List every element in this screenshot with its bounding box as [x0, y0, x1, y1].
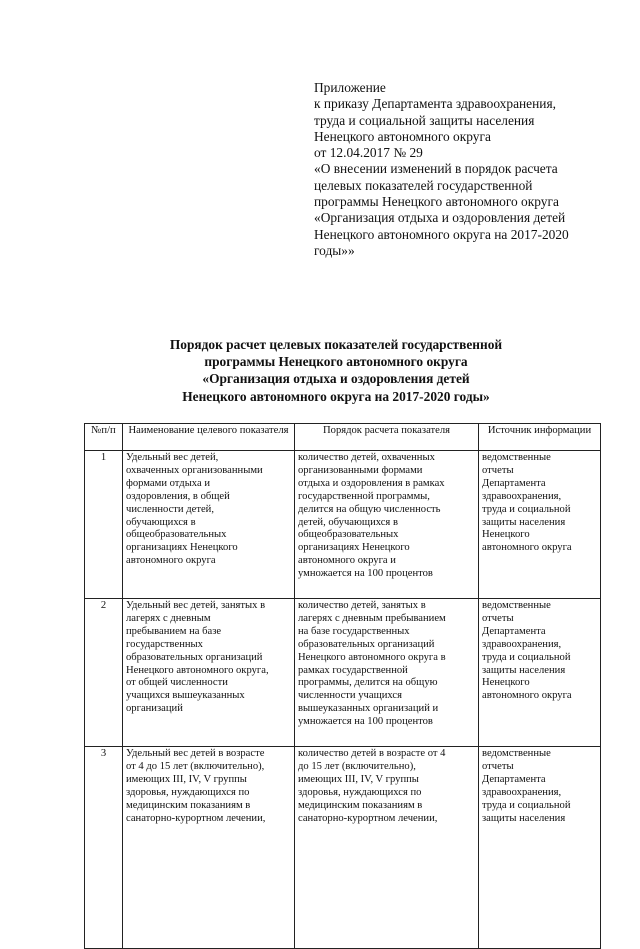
cell-line: программы, делится на общую	[298, 677, 438, 689]
cell-line: формами отдыха и	[126, 477, 210, 489]
title-line: Порядок расчет целевых показателей государственной	[169, 337, 503, 352]
title-line: программы Ненецкого автономного округа	[204, 354, 468, 370]
row-method	[295, 599, 479, 747]
cell-line: общеобразовательных	[126, 529, 227, 541]
cell-line: умножается на 100 процентов	[298, 568, 433, 580]
cell-line: имеющих III, IV, V группы	[298, 773, 419, 785]
cell-line: оздоровления, в общей	[126, 490, 230, 502]
cell-line: организованными формами	[298, 464, 423, 476]
appendix-block	[314, 80, 634, 259]
cell-line: численности учащихся	[298, 690, 402, 702]
cell-line: Ненецкого автономного округа,	[126, 664, 269, 676]
cell-line: умножается на 100 процентов	[298, 716, 433, 728]
cell-line: государственных	[126, 638, 203, 650]
cell-line: санаторно-курортном лечении,	[298, 812, 438, 824]
appendix-line: целевых показателей государственной	[314, 177, 533, 193]
table-header-row	[85, 424, 601, 451]
cell-line: ведомственные	[482, 452, 551, 463]
cell-line: автономного округа и	[298, 555, 396, 567]
cell-line: отдыха и оздоровления в рамках	[298, 477, 445, 489]
cell-line: Удельный вес детей в возрасте	[126, 748, 265, 759]
cell-line: государственной программы,	[298, 490, 430, 502]
cell-line: количество детей, занятых в	[298, 600, 426, 611]
appendix-line: «Организация отдыха и оздоровления детей	[314, 210, 566, 226]
row-method	[295, 747, 479, 949]
row-name	[123, 747, 295, 949]
cell-line: здоровья, нуждающихся по	[126, 786, 250, 798]
cell-line: Ненецкого	[482, 677, 530, 689]
cell-line: Ненецкого	[482, 529, 530, 541]
cell-line: Удельный вес детей,	[126, 452, 219, 463]
cell-line: лагерях с дневным пребыванием	[298, 612, 446, 624]
cell-line: охваченных организованными	[126, 464, 263, 476]
cell-line: Ненецкого автономного округа в	[298, 651, 446, 663]
appendix-line: Ненецкого автономного округа	[314, 128, 491, 144]
row-source	[479, 747, 601, 949]
cell-line: защиты населения	[482, 812, 566, 824]
cell-line: детей, обучающихся в	[298, 516, 398, 528]
cell-line: ведомственные	[482, 748, 551, 759]
cell-line: имеющих III, IV, V группы	[126, 773, 247, 785]
appendix-line: программы Ненецкого автономного округа	[314, 194, 559, 210]
cell-line: от 4 до 15 лет (включительно),	[126, 760, 265, 772]
cell-line: здравоохранения,	[482, 638, 562, 650]
appendix-line: годы»»	[314, 242, 355, 258]
cell-line: организаций	[126, 703, 183, 715]
cell-line: труда и социальной	[482, 651, 571, 663]
appendix-line: Приложение	[314, 80, 386, 95]
cell-line: организациях Ненецкого	[126, 542, 238, 554]
appendix-line: «О внесении изменений в порядок расчета	[314, 161, 558, 177]
cell-line: учащихся вышеуказанных	[126, 690, 245, 702]
title-line: «Организация отдыха и оздоровления детей	[202, 371, 470, 387]
cell-line: общеобразовательных	[298, 529, 399, 541]
cell-line: организациях Ненецкого	[298, 542, 410, 554]
cell-line: Удельный вес детей, занятых в	[126, 600, 266, 611]
cell-line: лагерях с дневным	[126, 612, 211, 624]
cell-line: защиты населения	[482, 516, 566, 528]
cell-line: труда и социальной	[482, 799, 571, 811]
header-num: №п/п	[85, 424, 123, 451]
indicators-table	[84, 423, 601, 949]
cell-line: медицинским показаниям в	[126, 799, 251, 811]
cell-line: от общей численности	[126, 677, 228, 689]
row-num: 3	[85, 747, 123, 949]
row-num: 1	[85, 451, 123, 599]
cell-line: ведомственные	[482, 600, 551, 611]
cell-line: автономного округа	[126, 555, 216, 567]
cell-line: Департамента	[482, 625, 546, 637]
cell-line: Департамента	[482, 773, 546, 785]
header-source: Источник информации	[479, 424, 601, 451]
cell-line: пребыванием на базе	[126, 625, 222, 637]
cell-line: количество детей, охваченных	[298, 452, 435, 463]
row-source	[479, 451, 601, 599]
cell-line: до 15 лет (включительно),	[298, 760, 416, 772]
cell-line: на базе государственных	[298, 625, 410, 637]
cell-line: вышеуказанных организаций и	[298, 703, 439, 715]
table-row	[85, 599, 601, 747]
appendix-line: к приказу Департамента здравоохранения,	[314, 96, 556, 112]
cell-line: рамках государственной	[298, 664, 408, 676]
cell-line: труда и социальной	[482, 503, 571, 515]
cell-line: обучающихся в	[126, 516, 196, 528]
cell-line: Департамента	[482, 477, 546, 489]
cell-line: отчеты	[482, 464, 514, 476]
cell-line: численности детей,	[126, 503, 214, 515]
appendix-line: от 12.04.2017 № 29	[314, 145, 423, 161]
cell-line: защиты населения	[482, 664, 566, 676]
row-source	[479, 599, 601, 747]
row-num: 2	[85, 599, 123, 747]
appendix-line: труда и социальной защиты населения	[314, 112, 535, 128]
cell-line: медицинским показаниям в	[298, 799, 423, 811]
cell-line: здравоохранения,	[482, 490, 562, 502]
cell-line: здоровья, нуждающихся по	[298, 786, 422, 798]
cell-line: здравоохранения,	[482, 786, 562, 798]
cell-line: отчеты	[482, 760, 514, 772]
cell-line: образовательных организаций	[126, 651, 263, 663]
row-method	[295, 451, 479, 599]
cell-line: отчеты	[482, 612, 514, 624]
appendix-line: Ненецкого автономного округа на 2017-2020	[314, 226, 569, 242]
cell-line: делится на общую численность	[298, 503, 441, 515]
cell-line: образовательных организаций	[298, 638, 435, 650]
cell-line: количество детей в возрасте от 4	[298, 748, 446, 759]
row-name	[123, 451, 295, 599]
header-method: Порядок расчета показателя	[295, 424, 479, 451]
document-title	[60, 336, 612, 405]
cell-line: автономного округа	[482, 690, 572, 702]
header-name: Наименование целевого показателя	[123, 424, 295, 451]
cell-line: автономного округа	[482, 542, 572, 554]
title-line: Ненецкого автономного округа на 2017-2020 годы»	[182, 388, 490, 404]
cell-line: санаторно-курортном лечении,	[126, 812, 266, 824]
table-row	[85, 451, 601, 599]
row-name	[123, 599, 295, 747]
table-row	[85, 747, 601, 949]
